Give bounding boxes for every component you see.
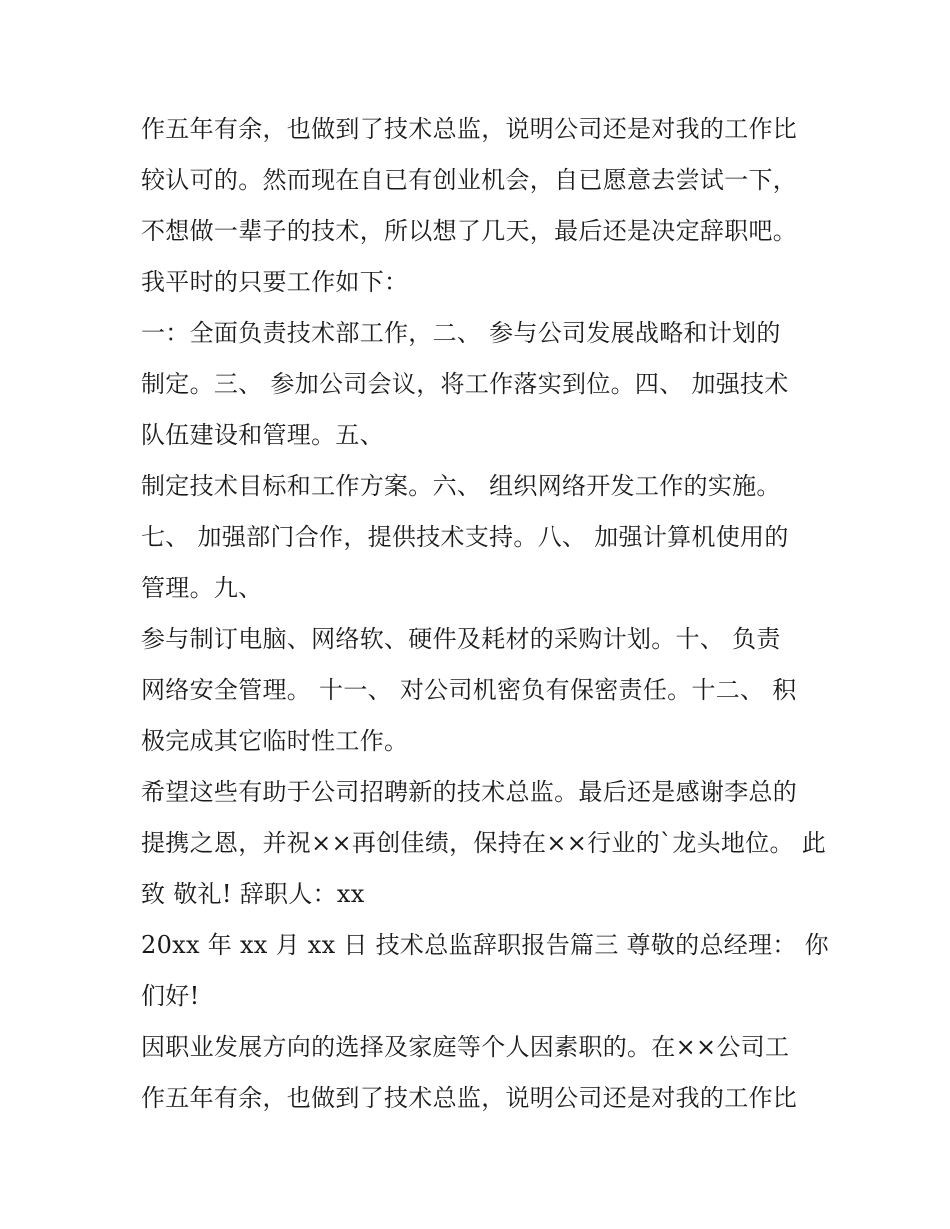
- text-line: 网络安全管理。 十一、 对公司机密负有保密责任。十二、 积: [141, 676, 797, 704]
- text-line: 希望这些有助于公司招聘新的技术总监。最后还是感谢李总的: [141, 778, 798, 806]
- text-line: 队伍建设和管理。五、: [141, 421, 384, 449]
- text-line: 参与制订电脑、网络软、硬件及耗材的采购计划。十、 负责: [141, 625, 781, 653]
- text-line: 极完成其它临时性工作。: [141, 727, 409, 755]
- text-line: 较认可的。然而现在自已有创业机会，自已愿意去尝试一下，: [141, 166, 798, 194]
- text-line: 我平时的只要工作如下：: [141, 268, 409, 296]
- text-line: 们好!: [141, 982, 200, 1010]
- text-line: 管理。九、: [141, 574, 263, 602]
- text-line: 制定技术目标和工作方案。六、 组织网络开发工作的实施。: [141, 472, 781, 500]
- text-line: 一：全面负责技术部工作，二、 参与公司发展战略和计划的: [141, 319, 781, 347]
- text-line: 作五年有余，也做到了技术总监，说明公司还是对我的工作比: [141, 115, 798, 143]
- text-line: 作五年有余，也做到了技术总监，说明公司还是对我的工作比: [141, 1084, 798, 1112]
- text-line: 致 敬礼! 辞职人：xx: [141, 880, 365, 908]
- document-body: [141, 104, 829, 1124]
- text-line: 七、 加强部门合作，提供技术支持。八、 加强计算机使用的: [141, 523, 789, 551]
- text-line: 因职业发展方向的选择及家庭等个人因素职的。在××公司工: [141, 1033, 790, 1061]
- text-line: 提携之恩，并祝××再创佳绩，保持在××行业的`龙头地位。 此: [141, 829, 827, 857]
- text-line: 20xx 年 xx 月 xx 日 技术总监辞职报告篇三 尊敬的总经理： 你: [141, 931, 829, 959]
- text-line: 制定。三、 参加公司会议，将工作落实到位。四、 加强技术: [141, 370, 789, 398]
- text-line: 不想做一辈子的技术，所以想了几天，最后还是决定辞职吧。: [141, 217, 798, 245]
